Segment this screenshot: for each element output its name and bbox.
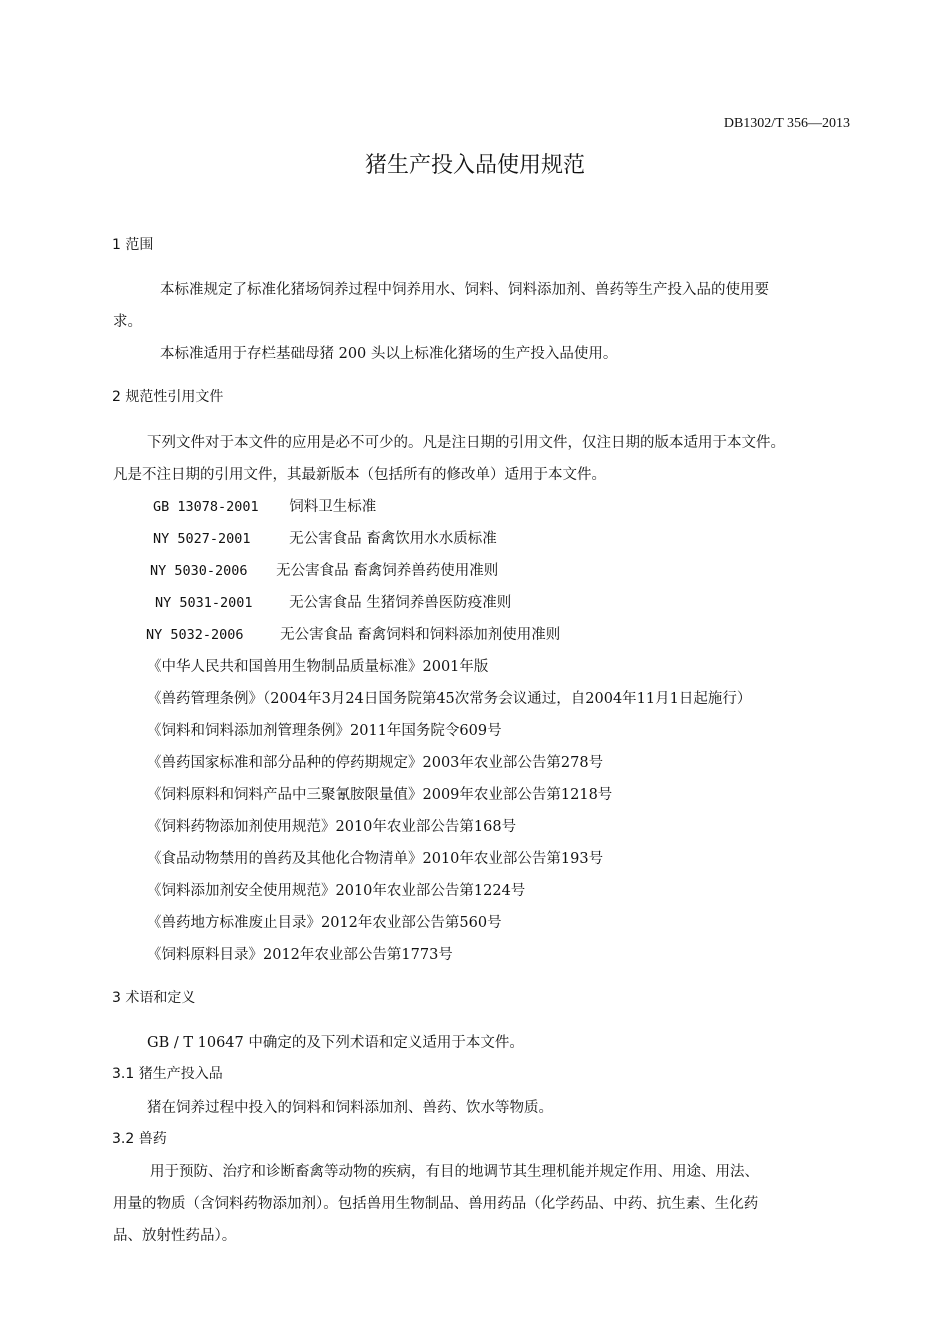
regulation-item: 《饲料药物添加剂使用规范》2010年农业部公告第168号 <box>147 819 517 835</box>
section-3-1-heading: 3.1 猪生产投入品 <box>112 1066 223 1082</box>
regulation-item: 《兽药地方标准废止目录》2012年农业部公告第560号 <box>147 915 502 931</box>
section-2-intro-line-2: 凡是不注日期的引用文件，其最新版本（包括所有的修改单）适用于本文件。 <box>113 467 606 483</box>
section-1-paragraph-1-line-1: 本标准规定了标准化猪场饲养过程中饲养用水、饲料、饲料添加剂、兽药等生产投入品的使用要 <box>160 282 769 298</box>
section-3-1-text: 猪在饲养过程中投入的饲料和饲料添加剂、兽药、饮水等物质。 <box>147 1100 553 1116</box>
section-2-heading: 2 规范性引用文件 <box>112 389 224 405</box>
reference-code: NY 5031-2001 <box>155 595 253 611</box>
section-3-2-heading: 3.2 兽药 <box>112 1131 167 1147</box>
reference-code: NY 5032-2006 <box>146 627 244 643</box>
reference-code: NY 5030-2006 <box>150 563 248 579</box>
section-3-2-line-3: 品、放射性药品）。 <box>113 1228 237 1244</box>
regulation-item: 《饲料和饲料添加剂管理条例》2011年国务院令609号 <box>147 723 502 739</box>
reference-item <box>150 559 498 580</box>
regulation-item: 《兽药国家标准和部分品种的停药期规定》2003年农业部公告第278号 <box>147 755 604 771</box>
section-1-paragraph-2: 本标准适用于存栏基础母猪 200 头以上标准化猪场的生产投入品使用。 <box>160 346 618 362</box>
reference-name: 无公害食品 畜禽饮用水水质标准 <box>289 531 497 547</box>
reference-name: 无公害食品 生猪饲养兽医防疫准则 <box>289 595 512 611</box>
reference-item <box>153 495 376 516</box>
regulation-item: 《饲料原料和饲料产品中三聚氰胺限量值》2009年农业部公告第1218号 <box>147 787 613 803</box>
regulation-item: 《食品动物禁用的兽药及其他化合物清单》2010年农业部公告第193号 <box>147 851 604 867</box>
section-1-heading: 1 范围 <box>112 237 154 253</box>
standard-number: DB1302/T 356—2013 <box>723 116 850 131</box>
reference-name: 饲料卫生标准 <box>289 499 377 515</box>
section-2-intro-line-1: 下列文件对于本文件的应用是必不可少的。凡是注日期的引用文件，仅注日期的版本适用于本文件。 <box>147 435 785 451</box>
regulation-item: 《中华人民共和国兽用生物制品质量标准》2001年版 <box>147 659 489 675</box>
reference-code: NY 5027-2001 <box>153 531 251 547</box>
regulation-item: 《饲料添加剂安全使用规范》2010年农业部公告第1224号 <box>147 883 526 899</box>
regulation-item: 《饲料原料目录》2012年农业部公告第1773号 <box>147 947 453 963</box>
reference-item <box>146 623 560 644</box>
section-3-2-line-1: 用于预防、治疗和诊断畜禽等动物的疾病，有目的地调节其生理机能并规定作用、用途、用法、 <box>150 1164 759 1180</box>
regulation-item: 《兽药管理条例》（2004年3月24日国务院第45次常务会议通过，自2004年11月1日起施行） <box>147 691 752 707</box>
section-1-paragraph-1-line-2: 求。 <box>113 314 142 330</box>
section-3-intro: GB / T 10647 中确定的及下列术语和定义适用于本文件。 <box>147 1035 524 1051</box>
reference-name: 无公害食品 畜禽饲料和饲料添加剂使用准则 <box>280 627 561 643</box>
section-3-heading: 3 术语和定义 <box>112 990 196 1006</box>
reference-item <box>155 591 511 612</box>
reference-name: 无公害食品 畜禽饲养兽药使用准则 <box>276 563 499 579</box>
reference-code: GB 13078-2001 <box>153 499 259 515</box>
section-3-2-line-2: 用量的物质（含饲料药物添加剂）。包括兽用生物制品、兽用药品（化学药品、中药、抗生素、生化药 <box>113 1196 759 1212</box>
document-title: 猪生产投入品使用规范 <box>364 153 585 178</box>
reference-item <box>153 527 497 548</box>
